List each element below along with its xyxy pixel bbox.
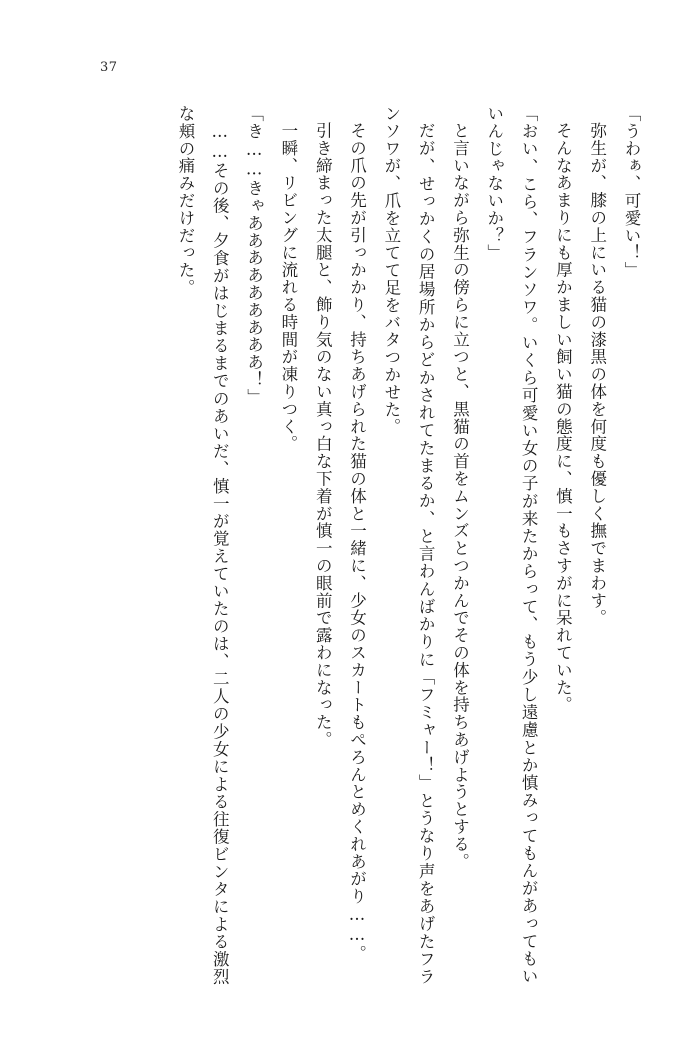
paragraph: その爪の先が引っかかり、持ちあげられた猫の体と一緒に、少女のスカートもぺろんとめくれあがり……。 <box>347 121 367 962</box>
paragraph: 「おい、こら、フランソワ。いくら可愛い女の子が来たからって、もう少し遠慮とか慎みってもんがあってもいいんじゃないか？」 <box>484 105 539 985</box>
paragraph: 「うわぁ、可愛い！」 <box>622 105 641 279</box>
paragraph: と言いながら弥生の傍らに立つと、黒猫の首をムンズとつかんでその体を持ちあげようとする。 <box>450 121 470 870</box>
page-body-text <box>48 105 648 985</box>
page-number: 37 <box>100 60 118 75</box>
paragraph: そんなあまりにも厚かましい飼い猫の態度に、慎一もさすがに呆れていた。 <box>553 121 573 714</box>
paragraph: 引き締まった太腿と、飾り気のない真っ白な下着が慎一の眼前で露わになった。 <box>313 121 333 748</box>
paragraph: 「き……きゃあああああああああ！」 <box>244 105 264 406</box>
paragraph: 一瞬、リビングに流れる時間が凍りつく。 <box>278 121 298 453</box>
paragraph: 弥生が、膝の上にいる猫の漆黒の体を何度も優しく撫でまわす。 <box>587 121 607 627</box>
paragraph: ……その後、夕食がはじまるまでのあいだ、慎一が覚えていたのは、二人の少女による往復ビンタによる激烈な頬の痛みだけだった。 <box>175 105 230 985</box>
paragraph: だが、せっかくの居場所からどかされてたまるか、と言わんばかりに「フミャー！」とうなり声をあげたフランソワが、爪を立てて足をバタつかせた。 <box>381 105 436 985</box>
